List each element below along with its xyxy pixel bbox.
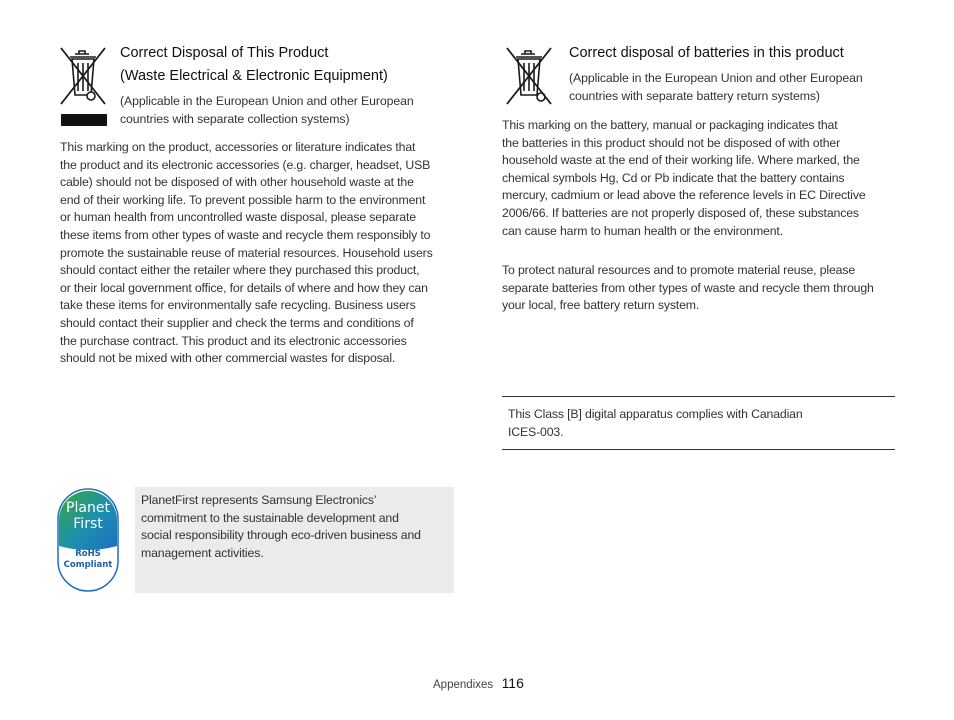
canada-bottom-rule — [502, 449, 895, 450]
weee-body-line: cable) should not be disposed of with other household waste at the — [60, 175, 414, 190]
weee-body-line: the purchase contract. This product and its electronic accessories — [60, 333, 407, 348]
logo-word-planet: Planet — [66, 500, 110, 516]
weee-applicability-line1: (Applicable in the European Union and other European — [120, 94, 414, 108]
planet-first-box — [135, 487, 454, 593]
weee-title-line1: Correct Disposal of This Product — [120, 45, 329, 61]
weee-applicability-line2: countries with separate collection systems) — [120, 111, 350, 126]
weee-body-line: should contact their supplier and check the terms and conditions of — [60, 315, 414, 330]
battery-body-line: 2006/66. If batteries are not properly disposed of, these substances — [502, 205, 859, 220]
crossed-out-battery-bin-icon — [504, 45, 554, 107]
battery-applicability — [569, 70, 863, 105]
weee-body-line: or their local government office, for details of where and how they can — [60, 280, 428, 295]
canada-notice-line2: ICES-003. — [508, 424, 564, 439]
weee-title — [120, 42, 388, 88]
canada-notice-line1: This Class [B] digital apparatus complies with Canadian — [508, 407, 803, 421]
planet-first-logo — [57, 488, 119, 592]
battery-title: Correct disposal of batteries in this product — [569, 45, 844, 61]
crossed-out-bin-icon — [58, 45, 108, 107]
battery-recycle-line: separate batteries from other types of waste and recycle them through — [502, 280, 874, 295]
weee-body-line: the product and its electronic accessories (e.g. charger, headset, USB — [60, 157, 431, 172]
battery-recycle-line: your local, free battery return system. — [502, 298, 700, 313]
planet-text-line: management activities. — [141, 545, 264, 560]
weee-body-line: should not be mixed with other commercial wastes for disposal. — [60, 351, 396, 366]
logo-word-first: First — [73, 516, 103, 532]
weee-body-line: take these items for environmentally safe recycling. Business users — [60, 298, 416, 313]
battery-body-line: can cause harm to human health or the environment. — [502, 223, 783, 238]
page-footer — [433, 675, 524, 693]
logo-compliant: Compliant — [63, 560, 113, 570]
weee-body-line: or human health from uncontrolled waste disposal, please separate — [60, 210, 416, 225]
footer-section: Appendixes — [433, 679, 494, 691]
battery-recycle-line: To protect natural resources and to promote material reuse, please — [502, 263, 856, 277]
battery-applicability-line1: (Applicable in the European Union and other European — [569, 71, 863, 85]
weee-title-line2: (Waste Electrical & Electronic Equipment) — [120, 68, 388, 84]
battery-body-line: mercury, cadmium or lead above the reference levels in EC Directive — [502, 188, 866, 203]
battery-recycle-body — [502, 262, 902, 315]
planet-text-line: PlanetFirst represents Samsung Electronics’ — [141, 493, 377, 507]
canada-notice — [508, 406, 893, 441]
weee-body — [60, 139, 460, 368]
battery-body-line: household waste at the end of their working life. Where marked, the — [502, 153, 860, 168]
weee-body-line: end of their working life. To prevent possible harm to the environment — [60, 192, 426, 207]
planet-text-line: social responsibility through eco-driven business and — [141, 528, 421, 543]
weee-body-line: these items from other types of waste and recycle them responsibly to — [60, 227, 431, 242]
battery-body-line: chemical symbols Hg, Cd or Pb indicate that the battery contains — [502, 170, 845, 185]
planet-text-line: commitment to the sustainable development and — [141, 510, 399, 525]
weee-applicability — [120, 93, 414, 128]
weee-body-line: should contact either the retailer where they purchased this product, — [60, 263, 420, 278]
weee-body-line: promote the sustainable reuse of material resources. Household users — [60, 245, 433, 260]
weee-body-line: This marking on the product, accessories or literature indicates that — [60, 140, 416, 154]
page-number: 116 — [501, 675, 524, 691]
canada-top-rule — [502, 396, 895, 397]
battery-body-line: the batteries in this product should not be disposed of with other — [502, 135, 841, 150]
collection-date-bar — [61, 114, 107, 126]
planet-first-text — [141, 492, 451, 562]
battery-body — [502, 117, 902, 240]
logo-rohs: RoHS — [75, 549, 101, 559]
battery-applicability-line2: countries with separate battery return systems) — [569, 88, 820, 103]
battery-body-line: This marking on the battery, manual or packaging indicates that — [502, 118, 838, 132]
